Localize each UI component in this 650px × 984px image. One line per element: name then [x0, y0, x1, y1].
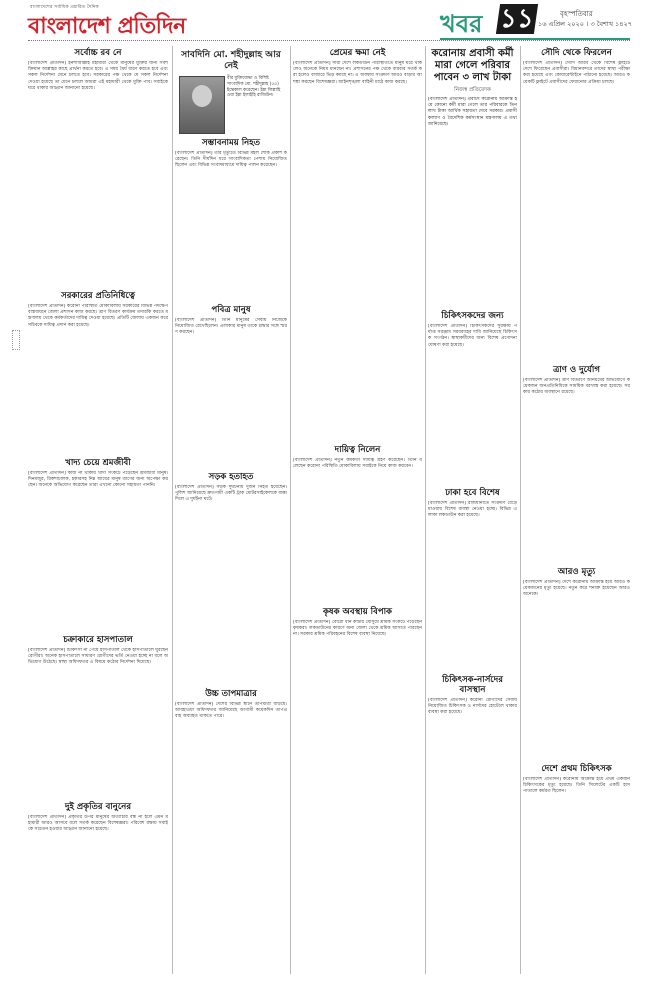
article-headline: কৃষক অবস্থায় বিপাক	[322, 607, 393, 617]
article-body: [বাংলাদেশ প্রতিদিন] চিকিৎসা না পেয়ে হাসপাতাল থেকে হাসপাতালে ঘুরছেন রোগীরা। অনেক হাসপাতালে সাধারণ রোগীদের ভর্তি নেওয়া হচ্ছে না বলে অভিযোগ উঠেছে। স্বাস্থ্য অধিদফতর এ বিষয়ে কঠোর নির্দেশনা দিয়েছে।	[28, 648, 168, 666]
article-headline: প্রেমের ক্ষমা নেই	[329, 48, 386, 58]
article-body: [বাংলাদেশ প্রতিদিন] করোনা রোগীদের সেবায় নিয়োজিত চিকিৎসক ও নার্সদের হোটেলে থাকার ব্যবস্থা করা হয়েছে।	[428, 698, 517, 716]
article-headline: পবিত্র মানুষ	[211, 305, 251, 315]
article-body: [বাংলাদেশ প্রতিদিন] দেশের বিভিন্ন স্থানে তাপমাত্রা বাড়ছে। আবহাওয়া অধিদফতর জানিয়েছে আগামী কয়েকদিন তাপপ্রবাহ অব্যাহত থাকতে পারে।	[175, 702, 287, 720]
article-body: [বাংলাদেশ প্রতিদিন] কাজ না থাকায় খাদ্য সংকটে পড়েছেন শ্রমজীবী মানুষ। দিনমজুর, রিকশাচালক, হকারসহ নিম্ন আয়ের মানুষ ত্রাণের জন্য অপেক্ষা করছেন। অনেকে অভিযোগ করেছেন তারা এখনো কোনো সহায়তা পাননি।	[28, 471, 168, 489]
masthead-logo: বাংলাদেশ প্রতিদিন	[28, 14, 186, 39]
article-headline: দেশে প্রথম চিকিৎসক	[541, 764, 612, 774]
article	[28, 802, 168, 965]
article-body: [বাংলাদেশ প্রতিদিন] তিনি মানুষের সেবায় নিজেকে নিয়োজিত রেখেছিলেন। এলাকার মানুষ তাকে শ্রদ্ধার সঙ্গে স্মরণ করছেন।	[175, 318, 287, 336]
article-body: [বাংলাদেশ প্রতিদিন] প্রবাসে করোনায় আক্রান্ত হয়ে কোনো কর্মী মারা গেলে তার পরিবারকে তিন লাখ টাকা আর্থিক সহায়তা দেবে সরকার। প্রবাসী কল্যাণ ও বৈদেশিক কর্মসংস্থান মন্ত্রণালয় এ তথ্য জানিয়েছে।	[428, 97, 517, 127]
article-body: [বাংলাদেশ প্রতিদিন] সৌদি আরব থেকে বিশেষ ফ্লাইটে দেশে ফিরেছেন প্রবাসীরা। বিমানবন্দরে তাদের স্বাস্থ্য পরীক্ষা করা হয়েছে এবং কোয়ারেন্টাইনে পাঠানো হয়েছে। আরও কয়েকটি ফ্লাইটে প্রবাসীদের ফেরানোর প্রক্রিয়া চলছে।	[523, 61, 630, 85]
column-divider	[520, 46, 521, 974]
article	[523, 764, 630, 937]
obituary-headline: সাবদিনি মো. শহীদুল্লাহ আর নেই	[181, 50, 281, 71]
article-body: [বাংলাদেশ প্রতিদিন] চিকিৎসকদের সুরক্ষায় পর্যাপ্ত সরঞ্জাম সরবরাহের দাবি জানিয়েছে চিকিৎসক সংগঠন। স্বাস্থ্যকর্মীদের জন্য বিশেষ প্রণোদনা ঘোষণা করা হয়েছে।	[428, 324, 517, 348]
obituary-intro: বীর মুক্তিযোদ্ধা ও বিশিষ্ট সাংবাদিক মো. শহীদুল্লাহ (৫৫) ইন্তেকাল করেছেন। ইন্না লিল্লাহি ওয়া ইন্না ইলাইহি রাজিউন।	[227, 76, 281, 99]
article-headline: উচ্চ তাপমাত্রার	[205, 689, 257, 699]
article-body: [বাংলাদেশ প্রতিদিন] বোরো ধান কাটার মৌসুমে শ্রমিক সংকটে পড়েছেন কৃষকরা। লকডাউনের কারণে অন্য জেলা থেকে শ্রমিক আসতে পারছেন না। সরকার শ্রমিক পরিবহনের বিশেষ ব্যবস্থা নিয়েছে।	[293, 620, 422, 638]
article	[523, 365, 630, 563]
article-body: [বাংলাদেশ প্রতিদিন] করোনায় আক্রান্ত হয়ে প্রথম একজন চিকিৎসকের মৃত্যু হয়েছে। তিনি সিলেটের একটি হাসপাতালে কর্মরত ছিলেন।	[523, 777, 630, 795]
article-headline: দায়িত্ব নিলেন	[334, 445, 381, 455]
article-headline: খাদ্য চেয়ে শ্রমজীবী	[65, 458, 131, 468]
article-headline: সরকারের প্রতিনিধিত্বে	[61, 291, 135, 301]
column-2	[175, 46, 287, 976]
article-body: [বাংলাদেশ প্রতিদিন] প্রকৃতির উপর মানুষের অত্যাচার বন্ধ না হলে এমন মহামারী আরও আসবে বলে সতর্ক করেছেন বিশেষজ্ঞরা। পরিবেশ রক্ষায় সবাইকে সচেতন হওয়ার আহ্বান জানানো হয়েছে।	[28, 815, 168, 833]
article-headline: ঢাকা হবে বিশেষ	[445, 488, 500, 498]
article-body: [বাংলাদেশ প্রতিদিন] নতুন কর্মকর্তা দায়িত্ব গ্রহণ করেছেন। তিনি বলেছেন করোনা পরিস্থিতি মোকাবিলায় সবাইকে নিয়ে কাজ করবেন।	[293, 458, 422, 470]
article	[175, 138, 287, 301]
article-headline: সম্ভাবনাময় নিহত	[201, 138, 261, 148]
article	[293, 48, 422, 441]
article	[523, 48, 630, 361]
article-body: [বাংলাদেশ প্রতিদিন] ত্রাণ বিতরণে অনিয়মের অভিযোগে কয়েকজন জনপ্রতিনিধিকে সাময়িক বরখাস্ত করা হয়েছে। সরকার কঠোর অবস্থানে রয়েছে।	[523, 378, 630, 396]
column-divider	[172, 46, 173, 974]
article-body: [বাংলাদেশ প্রতিদিন] দেশে করোনায় আক্রান্ত হয়ে আরও কয়েকজনের মৃত্যু হয়েছে। নতুন করে শনাক্ত হয়েছেন আরও অনেকে।	[523, 580, 630, 598]
article-body: [বাংলাদেশ প্রতিদিন] সারা দেশে লকডাউন পরিস্থিতিতে মানুষ ঘরে থাকলেও অনেকে নিয়ম মানছেন না। প্রশাসনের পক্ষ থেকে বারবার সতর্ক করা হলেও বাজারে ভিড় কমছে না। এ অবস্থায় সংক্রমণ আরও বাড়ার আশঙ্কা করছেন বিশেষজ্ঞরা। আইনশৃঙ্খলা বাহিনী মাঠে কাজ করছে।	[293, 61, 422, 85]
article	[175, 305, 287, 468]
column-1	[28, 46, 168, 976]
column-divider	[290, 46, 291, 974]
column-3	[293, 46, 422, 976]
article	[428, 488, 517, 671]
article	[28, 635, 168, 798]
article	[175, 689, 287, 852]
article-body: [বাংলাদেশ প্রতিদিন] তার মৃত্যুতে বিভিন্ন মহল শোক প্রকাশ করেছেন। তিনি দীর্ঘদিন ধরে সাংবাদিকতা পেশায় নিয়োজিত ছিলেন এবং বিভিন্ন সংবাদমাধ্যমে দায়িত্ব পালন করেছেন।	[175, 151, 287, 169]
article-headline: দুই প্রকৃতির বানুনের	[64, 802, 131, 812]
article-body: [বাংলাদেশ প্রতিদিন] সড়ক দুর্ঘটনায় দুজন নিহত হয়েছেন। পুলিশ জানিয়েছে দ্রুতগামী একটি ট্রাক মোটরসাইকেলকে ধাক্কা দিলে এ দুর্ঘটনা ঘটে।	[175, 485, 287, 503]
article-headline: চিকিৎসকদের জন্য	[441, 311, 504, 321]
article-headline: সর্বোচ্চ রব নে	[74, 48, 122, 58]
logo-tagline: বাংলাদেশের সর্বাধিক প্রচারিত দৈনিক	[30, 5, 99, 10]
article	[28, 458, 168, 631]
page-header	[0, 0, 650, 44]
article	[523, 567, 630, 760]
article	[293, 607, 422, 960]
article-headline: আরও মৃত্যু	[557, 567, 596, 577]
issue-date: ১৬ এপ্রিল ২০২০ । ৩ বৈশাখ ১৪২৭	[538, 20, 632, 28]
article-byline: নিজস্ব প্রতিবেদক	[454, 87, 491, 93]
article	[428, 311, 517, 484]
article-body: [বাংলাদেশ প্রতিদিন] রাজধানীতে সংক্রমণ বেড়ে যাওয়ায় বিশেষ ব্যবস্থা নেওয়া হচ্ছে। বিভিন্ন এলাকা লকডাউন করা হয়েছে।	[428, 501, 517, 519]
article	[293, 445, 422, 603]
article-headline: চিকিৎসক-নার্সদের বাসস্থান	[442, 675, 503, 695]
article	[28, 48, 168, 287]
article-body: [বাংলাদেশ প্রতিদিন] করোনা পরিস্থিতি মোকাবিলায় সরকারের বিভিন্ন পদক্ষেপ বাস্তবায়নে জেলা প্রশাসন কাজ করছে। ত্রাণ বিতরণ কার্যক্রম তদারকি করতে মন্ত্রণালয় থেকে কর্মকর্তাদের দায়িত্ব দেওয়া হয়েছে। প্রতিটি জেলায় একজন করে সচিবকে দায়িত্ব প্রদান করা হয়েছে।	[28, 304, 168, 328]
obituary-box	[175, 46, 287, 136]
article-headline: সড়ক হতাহত	[208, 472, 254, 482]
column-divider	[425, 46, 426, 974]
issue-day: বৃহস্পতিবার	[560, 10, 593, 18]
section-title: খবর	[440, 9, 483, 38]
article-headline: চক্রাকারে হাসপাতাল	[63, 635, 133, 645]
column-5	[523, 46, 630, 976]
page-number: ১১	[496, 4, 538, 34]
article-headline: সৌদি থেকে ফিরলেন	[541, 48, 612, 58]
article-headline: করোনায় প্রবাসী কর্মী মারা গেলে পরিবার পাবেন ৩ লাখ টাকা	[431, 48, 514, 83]
registration-mark	[12, 330, 20, 350]
portrait-photo	[179, 76, 225, 134]
article-body: [বাংলাদেশ প্রতিদিন] ইনশাআল্লাহ মহামারী থেকে মানুষের মুক্তির জন্য সর্বশক্তিমান আল্লাহর কাছে প্রার্থনা করতে হবে। এ সময় ধৈর্য ধারণ করতে হবে এবং সকল নির্দেশনা মেনে চলতে হবে। সরকারের পক্ষ থেকে যে সকল নির্দেশনা দেওয়া হয়েছে তা মেনে চললে আমরা এই মহামারী থেকে মুক্তি পাব। সবাইকে ঘরে থাকার আহ্বান জানানো হয়েছে।	[28, 61, 168, 91]
article-headline: ত্রাণ ও দুর্যোগ	[553, 365, 600, 375]
article	[175, 472, 287, 685]
article	[28, 291, 168, 454]
article	[428, 675, 517, 918]
column-4	[428, 46, 517, 976]
article	[428, 48, 517, 307]
header-dotted-rule	[28, 40, 630, 41]
